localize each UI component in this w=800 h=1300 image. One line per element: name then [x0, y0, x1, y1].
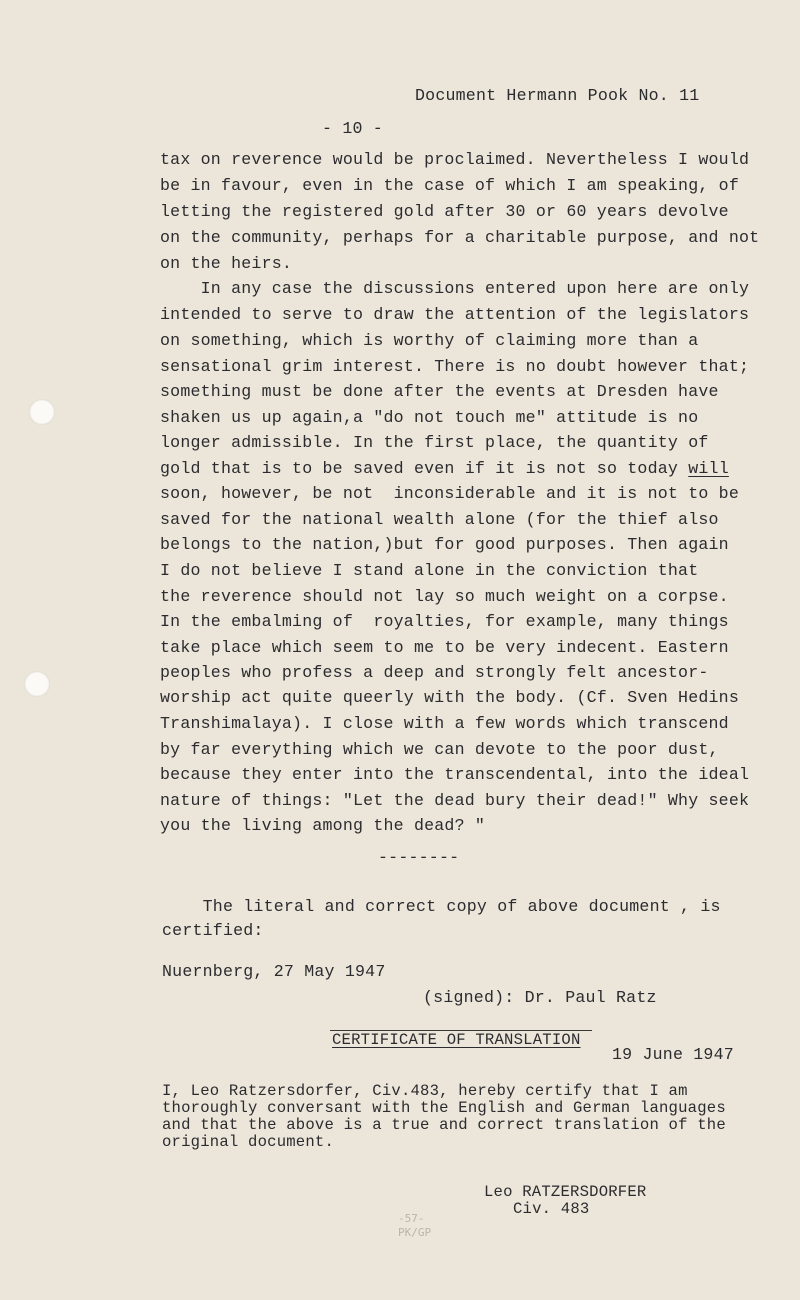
body-line: on something, which is worthy of claiming more than a [160, 331, 699, 350]
punch-hole [24, 671, 50, 697]
body-line: In any case the discussions entered upon here are only [160, 279, 750, 298]
translation-certificate-line: original document. [162, 1133, 335, 1151]
copy-certification-line: The literal and correct copy of above document , is [162, 897, 721, 916]
stamp-line: PK/GP [398, 1226, 432, 1239]
translator-id: Civ. 483 [513, 1200, 590, 1218]
body-line: I do not believe I stand alone in the conviction that [160, 561, 699, 580]
body-line: gold that is to be saved even if it is not so today [160, 459, 679, 478]
body-line: on the community, perhaps for a charitable purpose, and not [160, 228, 760, 247]
body-line: worship act quite queerly with the body. (Cf. Sven Hedins [160, 688, 739, 707]
body-line: soon, however, be not inconsiderable and it is not to be [160, 484, 739, 503]
body-line: letting the registered gold after 30 or 60 years devolve [160, 202, 729, 221]
place-date: Nuernberg, 27 May 1947 [162, 962, 386, 981]
body-line-with-underline [160, 459, 729, 479]
body-line: the reverence should not lay so much weight on a corpse. [160, 587, 729, 606]
stamp-line: -57- [398, 1212, 425, 1225]
translator-name: Leo RATZERSDORFER [484, 1183, 647, 1201]
body-line: Transhimalaya). I close with a few words which transcend [160, 714, 729, 733]
signed-line: (signed): Dr. Paul Ratz [423, 988, 657, 1007]
translation-certificate-line: thoroughly conversant with the English and German languages [162, 1099, 726, 1117]
separator: -------- [378, 848, 460, 867]
body-line: be in favour, even in the case of which I am speaking, of [160, 176, 739, 195]
body-line: longer admissible. In the first place, the quantity of [160, 433, 709, 452]
copy-certification-line: certified: [162, 921, 264, 940]
body-line: belongs to the nation,)but for good purposes. Then again [160, 535, 729, 554]
translation-certificate-line: and that the above is a true and correct translation of the [162, 1116, 726, 1134]
body-line: because they enter into the transcendental, into the ideal [160, 765, 750, 784]
body-line: intended to serve to draw the attention of the legislators [160, 305, 750, 324]
translation-certificate-line: I, Leo Ratzersdorfer, Civ.483, hereby certify that I am [162, 1082, 688, 1100]
body-line: you the living among the dead? " [160, 816, 486, 835]
body-line: In the embalming of royalties, for example, many things [160, 612, 729, 631]
page-number: - 10 - [322, 119, 383, 138]
translation-date: 19 June 1947 [612, 1045, 734, 1064]
page-stamp [398, 1212, 431, 1240]
body-line: take place which seem to me to be very indecent. Eastern [160, 638, 729, 657]
body-line: on the heirs. [160, 254, 293, 273]
punch-hole [29, 399, 55, 425]
translation-certificate-title: CERTIFICATE OF TRANSLATION [332, 1031, 581, 1049]
body-line: tax on reverence would be proclaimed. Nevertheless I would [160, 150, 750, 169]
body-line: sensational grim interest. There is no doubt however that; [160, 357, 750, 376]
body-line: something must be done after the events at Dresden have [160, 382, 719, 401]
underlined-word: will [688, 459, 729, 478]
body-line: saved for the national wealth alone (for the thief also [160, 510, 719, 529]
body-line: peoples who profess a deep and strongly felt ancestor- [160, 663, 709, 682]
body-line: shaken us up again,a "do not touch me" attitude is no [160, 408, 699, 427]
body-line: by far everything which we can devote to the poor dust, [160, 740, 719, 759]
document-reference: Document Hermann Pook No. 11 [415, 86, 700, 105]
body-line: nature of things: "Let the dead bury their dead!" Why seek [160, 791, 750, 810]
